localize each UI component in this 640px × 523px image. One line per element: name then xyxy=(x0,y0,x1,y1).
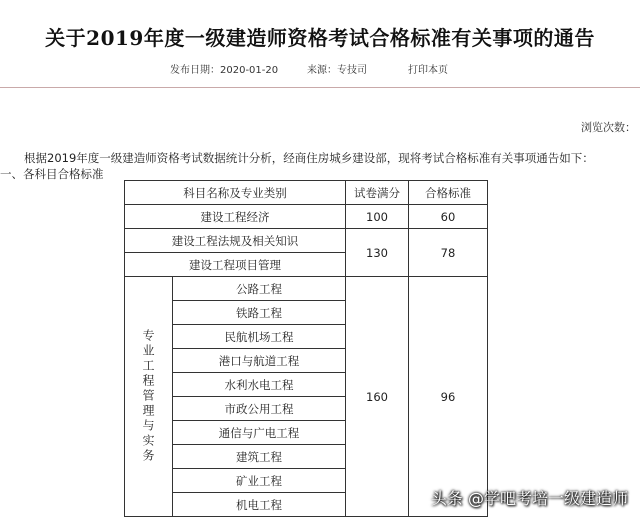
specialty-name: 水利水电工程 xyxy=(173,373,346,397)
source: 来源：专技司 xyxy=(307,65,367,76)
specialty-name: 公路工程 xyxy=(173,277,346,301)
full-score: 100 xyxy=(346,205,409,229)
specialty-name: 市政公用工程 xyxy=(173,397,346,421)
table-row xyxy=(125,205,488,229)
page-title: 关于2019年度一级建造师资格考试合格标准有关事项的通告 xyxy=(45,26,595,50)
header-pass-score: 合格标准 xyxy=(409,181,488,205)
table-row xyxy=(125,277,488,301)
header-full-score: 试卷满分 xyxy=(346,181,409,205)
specialty-name: 铁路工程 xyxy=(173,301,346,325)
print-page-link[interactable]: 打印本页 xyxy=(408,65,448,76)
section-heading: 一、各科目合格标准 xyxy=(0,167,104,181)
header-subject: 科目名称及专业类别 xyxy=(125,181,346,205)
practice-pass-score: 96 xyxy=(409,277,488,517)
subject-name: 建设工程经济 xyxy=(125,205,346,229)
pass-score: 60 xyxy=(409,205,488,229)
publish-date: 发布日期：2020-01-20 xyxy=(170,65,279,76)
intro-paragraph: 根据2019年度一级建造师资格考试数据统计分析，经商住房城乡建设部，现将考试合格标准有关事项通告如下： xyxy=(24,151,594,165)
specialty-name: 建筑工程 xyxy=(173,445,346,469)
full-score: 130 xyxy=(346,229,409,277)
subject-name: 建设工程项目管理 xyxy=(125,253,346,277)
view-count: 浏览次数： xyxy=(581,121,636,134)
table-header-row xyxy=(125,181,488,205)
pass-score: 78 xyxy=(409,229,488,277)
pass-standard-table xyxy=(124,180,488,517)
practice-group-label: 专业工程管理与实务 xyxy=(141,329,155,464)
practice-group-cell xyxy=(125,277,173,517)
header-divider xyxy=(0,87,640,88)
specialty-name: 通信与广电工程 xyxy=(173,421,346,445)
watermark: 头条 @学吧考培一级建造师 xyxy=(430,489,628,508)
table-row xyxy=(125,229,488,253)
practice-full-score: 160 xyxy=(346,277,409,517)
specialty-name: 民航机场工程 xyxy=(173,325,346,349)
specialty-name: 机电工程 xyxy=(173,493,346,517)
specialty-name: 港口与航道工程 xyxy=(173,349,346,373)
subject-name: 建设工程法规及相关知识 xyxy=(125,229,346,253)
specialty-name: 矿业工程 xyxy=(173,469,346,493)
